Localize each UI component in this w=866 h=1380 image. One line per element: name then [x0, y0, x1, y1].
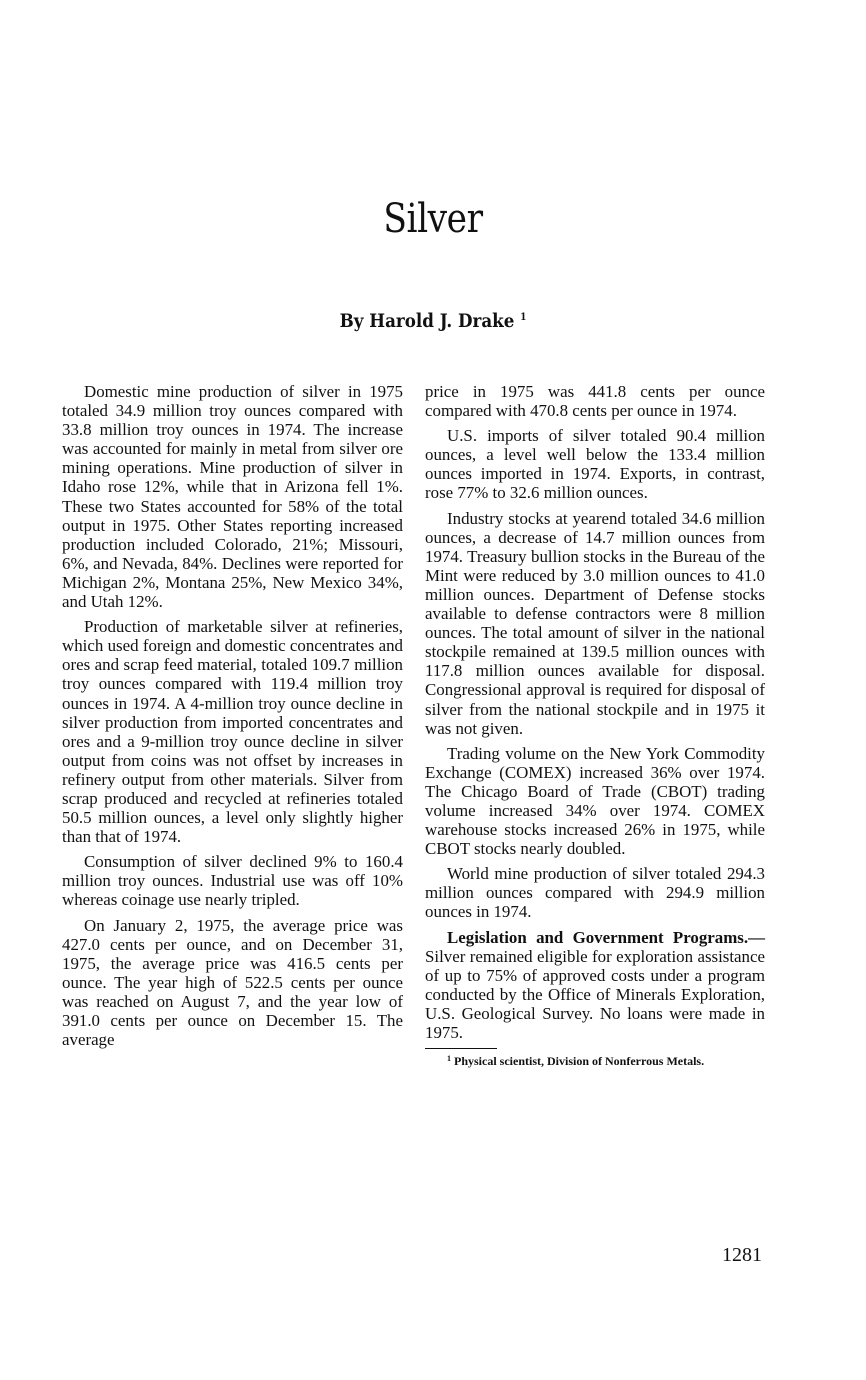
footnote-ref: 1	[520, 312, 527, 323]
paragraph-legislation	[425, 928, 765, 1043]
author-byline	[52, 310, 814, 332]
paragraph-consumption: Consumption of silver declined 9% to 160.4 million troy ounces. Industrial use was off 10% whereas coinage use nearly tripled.	[62, 852, 403, 910]
paragraph-world-production: World mine production of silver totaled 294.3 million ounces compared with 294.9 million ounces in 1974.	[425, 864, 765, 922]
paragraph-stocks: Industry stocks at yearend totaled 34.6 million ounces, a decrease of 14.7 million ounces from 1974. Treasury bullion stocks in the Bureau of the Mint were reduced by 3.0 million ounces to 41.0 million ounces. Department of Defense stocks available to defense contractors were 8 million ounces. The total amount of silver in the national stockpile remained at 139.5 million ounces with 117.8 million ounces available for disposal. Congressional approval is required for disposal of silver from the national stockpile and in 1975 it was not given.	[425, 508, 765, 738]
paragraph-trading-volume: Trading volume on the New York Commodity Exchange (COMEX) increased 36% over 1974. The Chicago Board of Trade (CBOT) trading volume increased 34% over 1974. COMEX warehouse stocks increased 26% in 1975, while CBOT stocks nearly doubled.	[425, 743, 765, 859]
legislation-text: Silver remained eligible for exploration assistance of up to 75% of approved costs under a program conducted by the Office of Minerals Exploration, U.S. Geological Survey. No loans were made in 1975.	[425, 946, 765, 1042]
paragraph-prices-continued: price in 1975 was 441.8 cents per ounce compared with 470.8 cents per ounce in 1974.	[425, 382, 765, 421]
footnote-marker: 1	[447, 1054, 451, 1064]
paragraph-prices: On January 2, 1975, the average price was 427.0 cents per ounce, and on December 31, 1975, the average price was 416.5 cents per ounce. The year high of 522.5 cents per ounce was reached on August 7, and the year low of 391.0 cents per ounce on December 15. The average	[62, 915, 403, 1050]
footnote-text: Physical scientist, Division of Nonferrous Metals.	[454, 1054, 705, 1069]
footnote	[425, 1052, 765, 1068]
right-column	[425, 382, 765, 1074]
paragraph-mine-production: Domestic mine production of silver in 1975 totaled 34.9 million troy ounces compared with 33.8 million troy ounces in 1974. The increase was accounted for mainly in metal from silver ore mining operations. Mine production of silver in Idaho rose 12%, while that in Arizona fell 1%. These two States accounted for 58% of the total output in 1975. Other States reporting increased production included Colorado, 21%; Missouri, 6%, and Nevada, 84%. Declines were reported for Michigan 2%, Montana 25%, New Mexico 34%, and Utah 12%.	[62, 382, 403, 612]
paragraph-trade: U.S. imports of silver totaled 90.4 million ounces, a level well below the 133.4 million ounces imported in 1974. Exports, in contrast, rose 77% to 32.6 million ounces.	[425, 426, 765, 503]
legislation-heading: Legislation and Government Programs.—	[447, 927, 765, 947]
page-number: 1281	[722, 1244, 762, 1266]
paragraph-refinery-production: Production of marketable silver at refineries, which used foreign and domestic concentrates and ores and scrap feed material, totaled 109.7 million troy ounces compared with 119.4 million troy ounces in 1974. A 4-million troy ounce decline in silver production from imported concentrates and ores and a 9-million troy ounce decline in silver output from coins was not offset by increases in refinery output from other materials. Silver from scrap produced and recycled at refineries totaled 50.5 million ounces, a level only slightly higher than that of 1974.	[62, 617, 403, 847]
footnote-divider	[425, 1048, 497, 1049]
author-name: By Harold J. Drake	[339, 310, 515, 332]
page-title: Silver	[383, 196, 483, 242]
left-column	[62, 382, 403, 1055]
